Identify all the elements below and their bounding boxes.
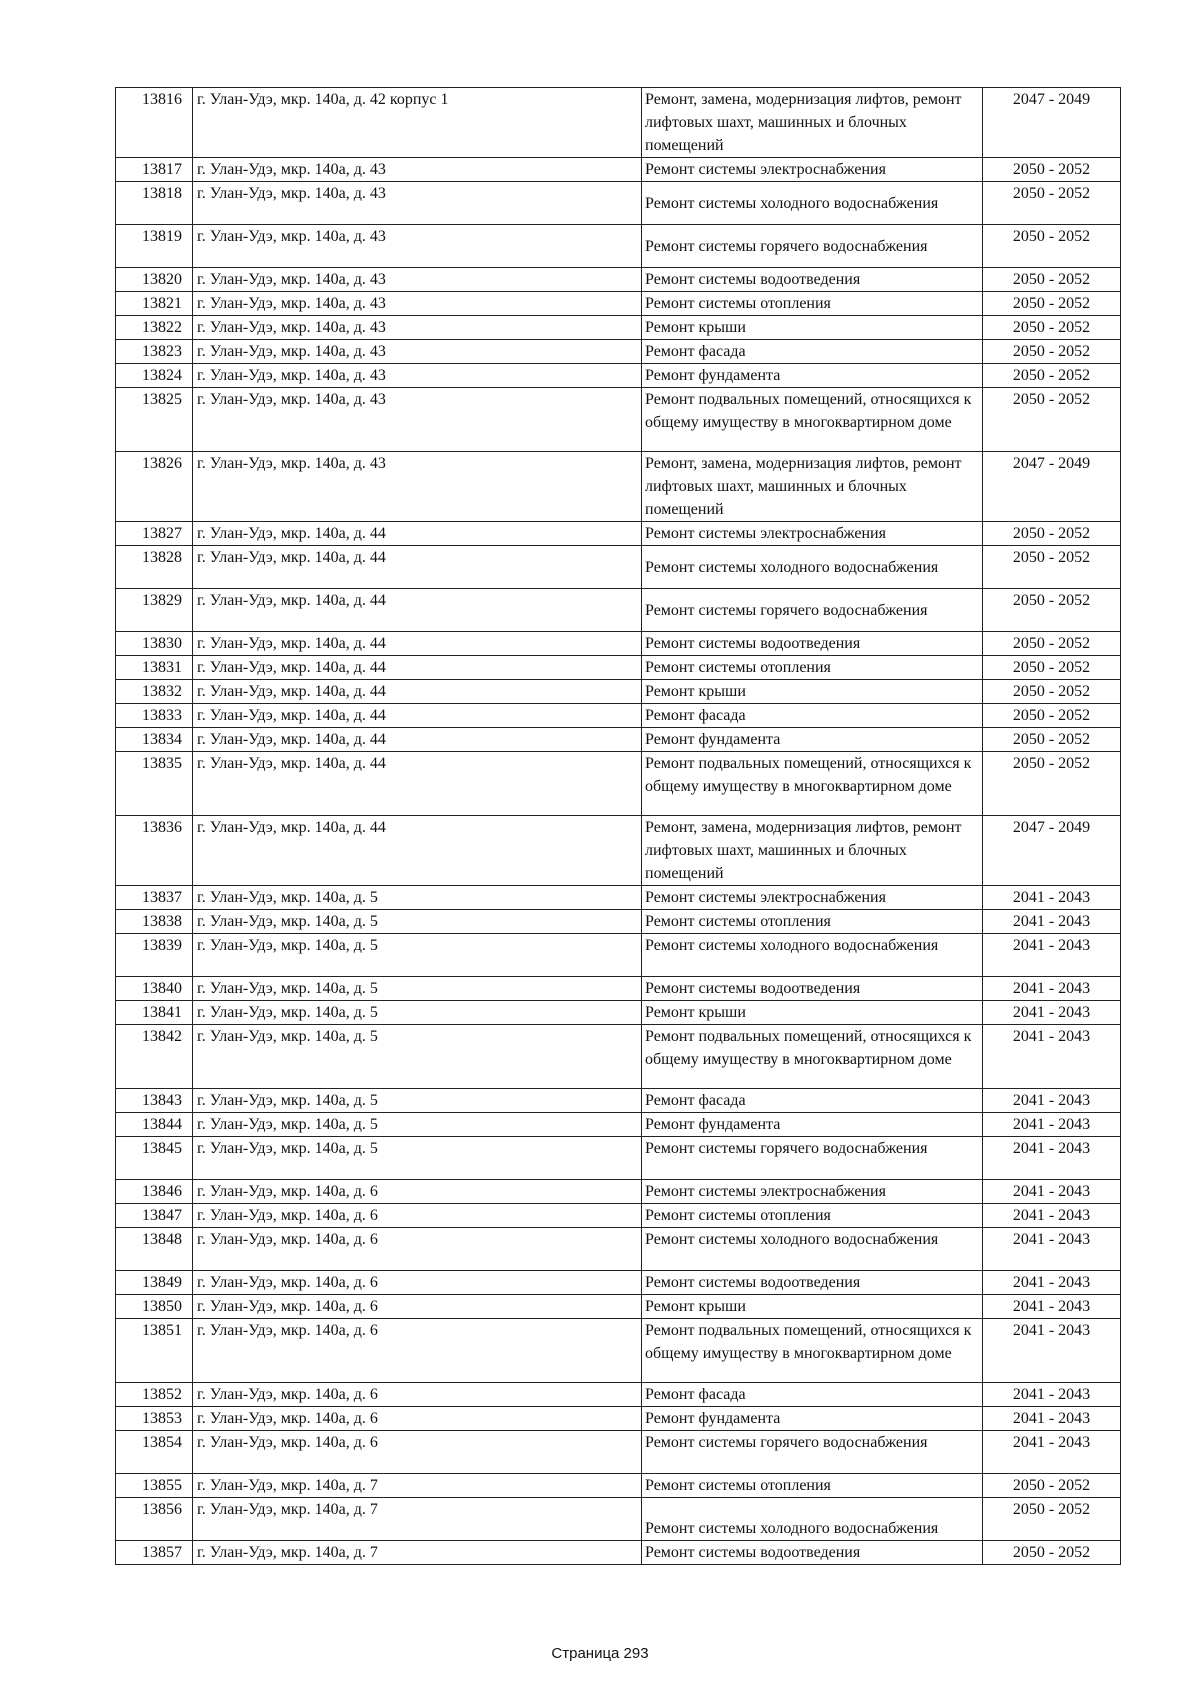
table-row	[116, 752, 1121, 816]
years-cell: 2050 - 2052	[983, 225, 1121, 268]
years-cell: 2050 - 2052	[983, 316, 1121, 340]
years-cell: 2050 - 2052	[983, 632, 1121, 656]
table-row	[116, 656, 1121, 680]
row-number-cell: 13842	[116, 1025, 193, 1089]
address-cell: г. Улан-Удэ, мкр. 140а, д. 44	[193, 816, 642, 886]
work-type-cell: Ремонт, замена, модернизация лифтов, ремонт лифтовых шахт, машинных и блочных помещений	[642, 816, 983, 886]
table-row	[116, 88, 1121, 158]
address-cell: г. Улан-Удэ, мкр. 140а, д. 44	[193, 704, 642, 728]
address-cell: г. Улан-Удэ, мкр. 140а, д. 5	[193, 1137, 642, 1180]
table-row	[116, 1319, 1121, 1383]
row-number-cell: 13843	[116, 1089, 193, 1113]
years-cell: 2041 - 2043	[983, 1089, 1121, 1113]
address-cell: г. Улан-Удэ, мкр. 140а, д. 6	[193, 1319, 642, 1383]
table-row	[116, 1089, 1121, 1113]
row-number-cell: 13852	[116, 1383, 193, 1407]
table-row	[116, 1541, 1121, 1565]
years-cell: 2050 - 2052	[983, 1474, 1121, 1498]
address-cell: г. Улан-Удэ, мкр. 140а, д. 6	[193, 1271, 642, 1295]
table-row	[116, 1474, 1121, 1498]
address-cell: г. Улан-Удэ, мкр. 140а, д. 5	[193, 1001, 642, 1025]
repair-schedule-table	[115, 87, 1121, 1565]
address-cell: г. Улан-Удэ, мкр. 140а, д. 44	[193, 522, 642, 546]
work-type-cell: Ремонт системы отопления	[642, 910, 983, 934]
years-cell: 2050 - 2052	[983, 182, 1121, 225]
address-cell: г. Улан-Удэ, мкр. 140а, д. 7	[193, 1541, 642, 1565]
years-cell: 2050 - 2052	[983, 522, 1121, 546]
address-cell: г. Улан-Удэ, мкр. 140а, д. 43	[193, 225, 642, 268]
years-cell: 2050 - 2052	[983, 1498, 1121, 1541]
years-cell: 2041 - 2043	[983, 934, 1121, 977]
work-type-cell: Ремонт системы отопления	[642, 292, 983, 316]
work-type-cell: Ремонт системы электроснабжения	[642, 522, 983, 546]
row-number-cell: 13816	[116, 88, 193, 158]
address-cell: г. Улан-Удэ, мкр. 140а, д. 6	[193, 1383, 642, 1407]
years-cell: 2050 - 2052	[983, 589, 1121, 632]
address-cell: г. Улан-Удэ, мкр. 140а, д. 44	[193, 546, 642, 589]
work-type-cell: Ремонт системы холодного водоснабжения	[642, 1228, 983, 1271]
row-number-cell: 13818	[116, 182, 193, 225]
row-number-cell: 13837	[116, 886, 193, 910]
years-cell: 2050 - 2052	[983, 388, 1121, 452]
years-cell: 2050 - 2052	[983, 704, 1121, 728]
row-number-cell: 13856	[116, 1498, 193, 1541]
work-type-cell: Ремонт системы горячего водоснабжения	[642, 1431, 983, 1474]
work-type-cell: Ремонт фундамента	[642, 1113, 983, 1137]
table-row	[116, 292, 1121, 316]
address-cell: г. Улан-Удэ, мкр. 140а, д. 6	[193, 1204, 642, 1228]
row-number-cell: 13832	[116, 680, 193, 704]
work-type-cell: Ремонт крыши	[642, 680, 983, 704]
address-cell: г. Улан-Удэ, мкр. 140а, д. 43	[193, 316, 642, 340]
address-cell: г. Улан-Удэ, мкр. 140а, д. 44	[193, 752, 642, 816]
row-number-cell: 13839	[116, 934, 193, 977]
table-row	[116, 1383, 1121, 1407]
row-number-cell: 13829	[116, 589, 193, 632]
table-row	[116, 816, 1121, 886]
work-type-cell: Ремонт системы отопления	[642, 1204, 983, 1228]
years-cell: 2047 - 2049	[983, 88, 1121, 158]
address-cell: г. Улан-Удэ, мкр. 140а, д. 7	[193, 1474, 642, 1498]
table-row	[116, 1113, 1121, 1137]
work-type-cell: Ремонт системы водоотведения	[642, 268, 983, 292]
row-number-cell: 13819	[116, 225, 193, 268]
table-row	[116, 1180, 1121, 1204]
address-cell: г. Улан-Удэ, мкр. 140а, д. 6	[193, 1180, 642, 1204]
row-number-cell: 13836	[116, 816, 193, 886]
row-number-cell: 13826	[116, 452, 193, 522]
work-type-cell: Ремонт фундамента	[642, 1407, 983, 1431]
work-type-cell: Ремонт системы холодного водоснабжения	[642, 1498, 983, 1541]
row-number-cell: 13838	[116, 910, 193, 934]
table-row	[116, 268, 1121, 292]
row-number-cell: 13853	[116, 1407, 193, 1431]
work-type-cell: Ремонт крыши	[642, 1295, 983, 1319]
years-cell: 2041 - 2043	[983, 1228, 1121, 1271]
work-type-cell: Ремонт фундамента	[642, 728, 983, 752]
work-type-cell: Ремонт системы горячего водоснабжения	[642, 1137, 983, 1180]
work-type-cell: Ремонт системы электроснабжения	[642, 886, 983, 910]
years-cell: 2041 - 2043	[983, 1204, 1121, 1228]
row-number-cell: 13857	[116, 1541, 193, 1565]
years-cell: 2041 - 2043	[983, 1180, 1121, 1204]
address-cell: г. Улан-Удэ, мкр. 140а, д. 44	[193, 656, 642, 680]
row-number-cell: 13834	[116, 728, 193, 752]
address-cell: г. Улан-Удэ, мкр. 140а, д. 44	[193, 680, 642, 704]
years-cell: 2041 - 2043	[983, 1137, 1121, 1180]
address-cell: г. Улан-Удэ, мкр. 140а, д. 43	[193, 388, 642, 452]
row-number-cell: 13849	[116, 1271, 193, 1295]
work-type-cell: Ремонт системы водоотведения	[642, 1541, 983, 1565]
row-number-cell: 13850	[116, 1295, 193, 1319]
address-cell: г. Улан-Удэ, мкр. 140а, д. 44	[193, 632, 642, 656]
years-cell: 2047 - 2049	[983, 816, 1121, 886]
table-row	[116, 1431, 1121, 1474]
table-row	[116, 1407, 1121, 1431]
work-type-cell: Ремонт системы отопления	[642, 656, 983, 680]
address-cell: г. Улан-Удэ, мкр. 140а, д. 5	[193, 886, 642, 910]
work-type-cell: Ремонт системы водоотведения	[642, 977, 983, 1001]
work-type-cell: Ремонт фасада	[642, 704, 983, 728]
row-number-cell: 13825	[116, 388, 193, 452]
table-row	[116, 589, 1121, 632]
years-cell: 2050 - 2052	[983, 728, 1121, 752]
work-type-cell: Ремонт подвальных помещений, относящихся к общему имуществу в многоквартирном доме	[642, 752, 983, 816]
years-cell: 2050 - 2052	[983, 546, 1121, 589]
address-cell: г. Улан-Удэ, мкр. 140а, д. 44	[193, 589, 642, 632]
row-number-cell: 13845	[116, 1137, 193, 1180]
years-cell: 2041 - 2043	[983, 1407, 1121, 1431]
years-cell: 2041 - 2043	[983, 1001, 1121, 1025]
table-row	[116, 1001, 1121, 1025]
row-number-cell: 13823	[116, 340, 193, 364]
years-cell: 2041 - 2043	[983, 910, 1121, 934]
row-number-cell: 13831	[116, 656, 193, 680]
work-type-cell: Ремонт крыши	[642, 316, 983, 340]
years-cell: 2050 - 2052	[983, 656, 1121, 680]
table-row	[116, 1025, 1121, 1089]
table-row	[116, 182, 1121, 225]
years-cell: 2041 - 2043	[983, 1295, 1121, 1319]
years-cell: 2041 - 2043	[983, 1383, 1121, 1407]
work-type-cell: Ремонт системы горячего водоснабжения	[642, 589, 983, 632]
address-cell: г. Улан-Удэ, мкр. 140а, д. 6	[193, 1228, 642, 1271]
years-cell: 2050 - 2052	[983, 1541, 1121, 1565]
row-number-cell: 13833	[116, 704, 193, 728]
table-row	[116, 1137, 1121, 1180]
years-cell: 2050 - 2052	[983, 364, 1121, 388]
years-cell: 2050 - 2052	[983, 292, 1121, 316]
row-number-cell: 13820	[116, 268, 193, 292]
years-cell: 2050 - 2052	[983, 680, 1121, 704]
address-cell: г. Улан-Удэ, мкр. 140а, д. 5	[193, 1089, 642, 1113]
table-row	[116, 728, 1121, 752]
address-cell: г. Улан-Удэ, мкр. 140а, д. 43	[193, 340, 642, 364]
table-row	[116, 546, 1121, 589]
work-type-cell: Ремонт системы холодного водоснабжения	[642, 546, 983, 589]
address-cell: г. Улан-Удэ, мкр. 140а, д. 5	[193, 1025, 642, 1089]
row-number-cell: 13840	[116, 977, 193, 1001]
table-body	[116, 88, 1121, 1565]
row-number-cell: 13855	[116, 1474, 193, 1498]
table-row	[116, 522, 1121, 546]
years-cell: 2041 - 2043	[983, 886, 1121, 910]
work-type-cell: Ремонт фундамента	[642, 364, 983, 388]
address-cell: г. Улан-Удэ, мкр. 140а, д. 6	[193, 1407, 642, 1431]
address-cell: г. Улан-Удэ, мкр. 140а, д. 5	[193, 977, 642, 1001]
work-type-cell: Ремонт фасада	[642, 340, 983, 364]
table-row	[116, 364, 1121, 388]
address-cell: г. Улан-Удэ, мкр. 140а, д. 43	[193, 182, 642, 225]
row-number-cell: 13817	[116, 158, 193, 182]
work-type-cell: Ремонт, замена, модернизация лифтов, ремонт лифтовых шахт, машинных и блочных помещений	[642, 88, 983, 158]
row-number-cell: 13824	[116, 364, 193, 388]
row-number-cell: 13822	[116, 316, 193, 340]
address-cell: г. Улан-Удэ, мкр. 140а, д. 43	[193, 268, 642, 292]
table-row	[116, 632, 1121, 656]
address-cell: г. Улан-Удэ, мкр. 140а, д. 5	[193, 1113, 642, 1137]
row-number-cell: 13830	[116, 632, 193, 656]
years-cell: 2047 - 2049	[983, 452, 1121, 522]
years-cell: 2041 - 2043	[983, 1431, 1121, 1474]
row-number-cell: 13844	[116, 1113, 193, 1137]
work-type-cell: Ремонт системы холодного водоснабжения	[642, 934, 983, 977]
work-type-cell: Ремонт подвальных помещений, относящихся к общему имуществу в многоквартирном доме	[642, 1025, 983, 1089]
table-row	[116, 225, 1121, 268]
work-type-cell: Ремонт фасада	[642, 1383, 983, 1407]
table-row	[116, 934, 1121, 977]
address-cell: г. Улан-Удэ, мкр. 140а, д. 43	[193, 292, 642, 316]
table-row	[116, 1498, 1121, 1541]
table-row	[116, 158, 1121, 182]
page-number: Страница 293	[551, 1645, 649, 1662]
years-cell: 2050 - 2052	[983, 340, 1121, 364]
work-type-cell: Ремонт системы холодного водоснабжения	[642, 182, 983, 225]
years-cell: 2050 - 2052	[983, 752, 1121, 816]
table-row	[116, 680, 1121, 704]
table-row	[116, 704, 1121, 728]
address-cell: г. Улан-Удэ, мкр. 140а, д. 5	[193, 934, 642, 977]
address-cell: г. Улан-Удэ, мкр. 140а, д. 5	[193, 910, 642, 934]
address-cell: г. Улан-Удэ, мкр. 140а, д. 43	[193, 364, 642, 388]
years-cell: 2041 - 2043	[983, 1025, 1121, 1089]
row-number-cell: 13828	[116, 546, 193, 589]
table-row	[116, 1204, 1121, 1228]
work-type-cell: Ремонт подвальных помещений, относящихся к общему имуществу в многоквартирном доме	[642, 1319, 983, 1383]
address-cell: г. Улан-Удэ, мкр. 140а, д. 6	[193, 1431, 642, 1474]
address-cell: г. Улан-Удэ, мкр. 140а, д. 7	[193, 1498, 642, 1541]
row-number-cell: 13846	[116, 1180, 193, 1204]
years-cell: 2041 - 2043	[983, 1271, 1121, 1295]
address-cell: г. Улан-Удэ, мкр. 140а, д. 42 корпус 1	[193, 88, 642, 158]
years-cell: 2041 - 2043	[983, 1113, 1121, 1137]
address-cell: г. Улан-Удэ, мкр. 140а, д. 43	[193, 452, 642, 522]
years-cell: 2041 - 2043	[983, 977, 1121, 1001]
years-cell: 2041 - 2043	[983, 1319, 1121, 1383]
address-cell: г. Улан-Удэ, мкр. 140а, д. 6	[193, 1295, 642, 1319]
row-number-cell: 13841	[116, 1001, 193, 1025]
address-cell: г. Улан-Удэ, мкр. 140а, д. 43	[193, 158, 642, 182]
table-row	[116, 452, 1121, 522]
table-row	[116, 388, 1121, 452]
table-row	[116, 1271, 1121, 1295]
work-type-cell: Ремонт фасада	[642, 1089, 983, 1113]
table-row	[116, 340, 1121, 364]
work-type-cell: Ремонт крыши	[642, 1001, 983, 1025]
years-cell: 2050 - 2052	[983, 158, 1121, 182]
row-number-cell: 13847	[116, 1204, 193, 1228]
table-row	[116, 316, 1121, 340]
work-type-cell: Ремонт подвальных помещений, относящихся к общему имуществу в многоквартирном доме	[642, 388, 983, 452]
table-row	[116, 1295, 1121, 1319]
work-type-cell: Ремонт системы водоотведения	[642, 632, 983, 656]
address-cell: г. Улан-Удэ, мкр. 140а, д. 44	[193, 728, 642, 752]
work-type-cell: Ремонт системы горячего водоснабжения	[642, 225, 983, 268]
work-type-cell: Ремонт системы электроснабжения	[642, 1180, 983, 1204]
work-type-cell: Ремонт системы электроснабжения	[642, 158, 983, 182]
table-row	[116, 1228, 1121, 1271]
work-type-cell: Ремонт, замена, модернизация лифтов, ремонт лифтовых шахт, машинных и блочных помещений	[642, 452, 983, 522]
row-number-cell: 13827	[116, 522, 193, 546]
row-number-cell: 13854	[116, 1431, 193, 1474]
row-number-cell: 13848	[116, 1228, 193, 1271]
row-number-cell: 13835	[116, 752, 193, 816]
work-type-cell: Ремонт системы отопления	[642, 1474, 983, 1498]
table-row	[116, 977, 1121, 1001]
row-number-cell: 13851	[116, 1319, 193, 1383]
work-type-cell: Ремонт системы водоотведения	[642, 1271, 983, 1295]
years-cell: 2050 - 2052	[983, 268, 1121, 292]
table-row	[116, 910, 1121, 934]
table-row	[116, 886, 1121, 910]
row-number-cell: 13821	[116, 292, 193, 316]
